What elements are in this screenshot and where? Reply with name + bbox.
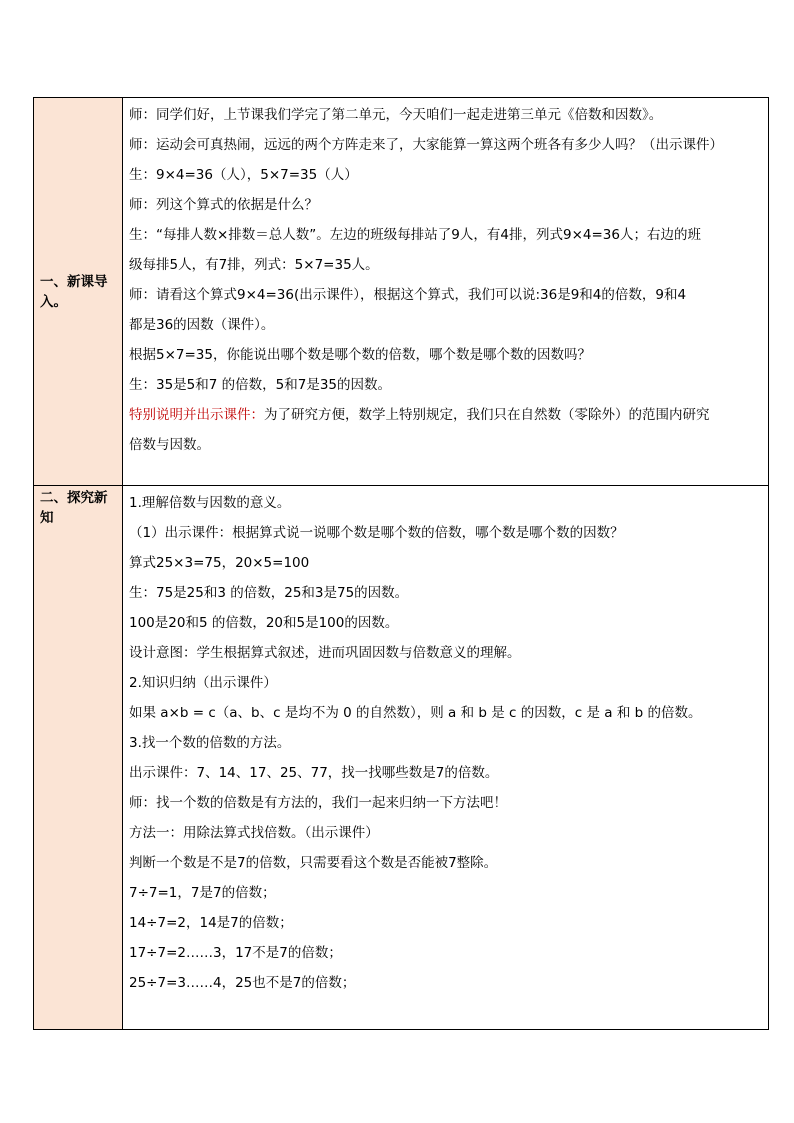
content-line: 生：9×4=36（人），5×7=35（人） <box>129 167 358 183</box>
content-line: 师：运动会可真热闹，远远的两个方阵走来了，大家能算一算这两个班各有多少人吗？（出示课件） <box>129 137 723 153</box>
content-line: 师：列这个算式的依据是什么？ <box>129 197 318 213</box>
section-row-explore <box>34 486 769 1030</box>
content-line: 17÷7=2……3，17不是7的倍数； <box>129 945 342 961</box>
content-line: 倍数与因数。 <box>129 437 210 453</box>
section-content <box>123 98 769 486</box>
content-line: 出示课件：7、14、17、25、77，找一找哪些数是7的倍数。 <box>129 765 499 781</box>
content-line: 判断一个数是不是7的倍数，只需要看这个数是否能被7整除。 <box>129 855 498 871</box>
special-note-text: 为了研究方便，数学上特别规定，我们只在自然数（零除外）的范围内研究 <box>264 407 710 423</box>
content-line: 1.理解倍数与因数的意义。 <box>129 495 291 511</box>
content-line: 都是36的因数（课件）。 <box>129 317 275 333</box>
content-line: 级每排5人，有7排，列式：5×7=35人。 <box>129 257 379 273</box>
content-line: 生：35是5和7 的倍数，5和7是35的因数。 <box>129 377 392 393</box>
content-line: 3.找一个数的倍数的方法。 <box>129 735 291 751</box>
special-note-label: 特别说明并出示课件： <box>129 407 264 423</box>
content-line: 方法一：用除法算式找倍数。（出示课件） <box>129 825 379 841</box>
content-line: 14÷7=2，14是7的倍数； <box>129 915 293 931</box>
content-line: 生：“每排人数×排数＝总人数”。左边的班级每排站了9人，有4排，列式9×4=36人；右边的班 <box>129 227 701 243</box>
content-line <box>129 400 762 430</box>
section-label: 一、新课导入。 <box>34 98 123 486</box>
content-line: 师：同学们好，上节课我们学完了第二单元，今天咱们一起走进第三单元《倍数和因数》。 <box>129 107 663 123</box>
content-line: 算式25×3=75，20×5=100 <box>129 555 310 571</box>
content-line: 生：75是25和3 的倍数，25和3是75的因数。 <box>129 585 409 601</box>
section-label: 二、探究新知 <box>34 486 123 1030</box>
content-line: 2.知识归纳（出示课件） <box>129 675 277 691</box>
content-line: 师：找一个数的倍数是有方法的，我们一起来归纳一下方法吧！ <box>129 795 507 811</box>
content-line: 师：请看这个算式9×4=36(出示课件），根据这个算式，我们可以说:36是9和4的倍数，9和4 <box>129 287 687 303</box>
content-line: 设计意图：学生根据算式叙述，进而巩固因数与倍数意义的理解。 <box>129 645 521 661</box>
lesson-plan-table <box>33 97 769 1030</box>
content-line: （1）出示课件：根据算式说一说哪个数是哪个数的倍数，哪个数是哪个数的因数？ <box>129 525 624 541</box>
content-line: 根据5×7=35，你能说出哪个数是哪个数的倍数，哪个数是哪个数的因数吗？ <box>129 347 591 363</box>
content-line: 7÷7=1，7是7的倍数； <box>129 885 276 901</box>
content-line: 100是20和5 的倍数，20和5是100的因数。 <box>129 615 399 631</box>
section-row-intro <box>34 98 769 486</box>
content-line: 如果 a×b = c（a、b、c 是均不为 0 的自然数），则 a 和 b 是 c 的因数，c 是 a 和 b 的倍数。 <box>129 705 702 721</box>
section-content <box>123 486 769 1030</box>
content-line: 25÷7=3……4，25也不是7的倍数； <box>129 975 356 991</box>
